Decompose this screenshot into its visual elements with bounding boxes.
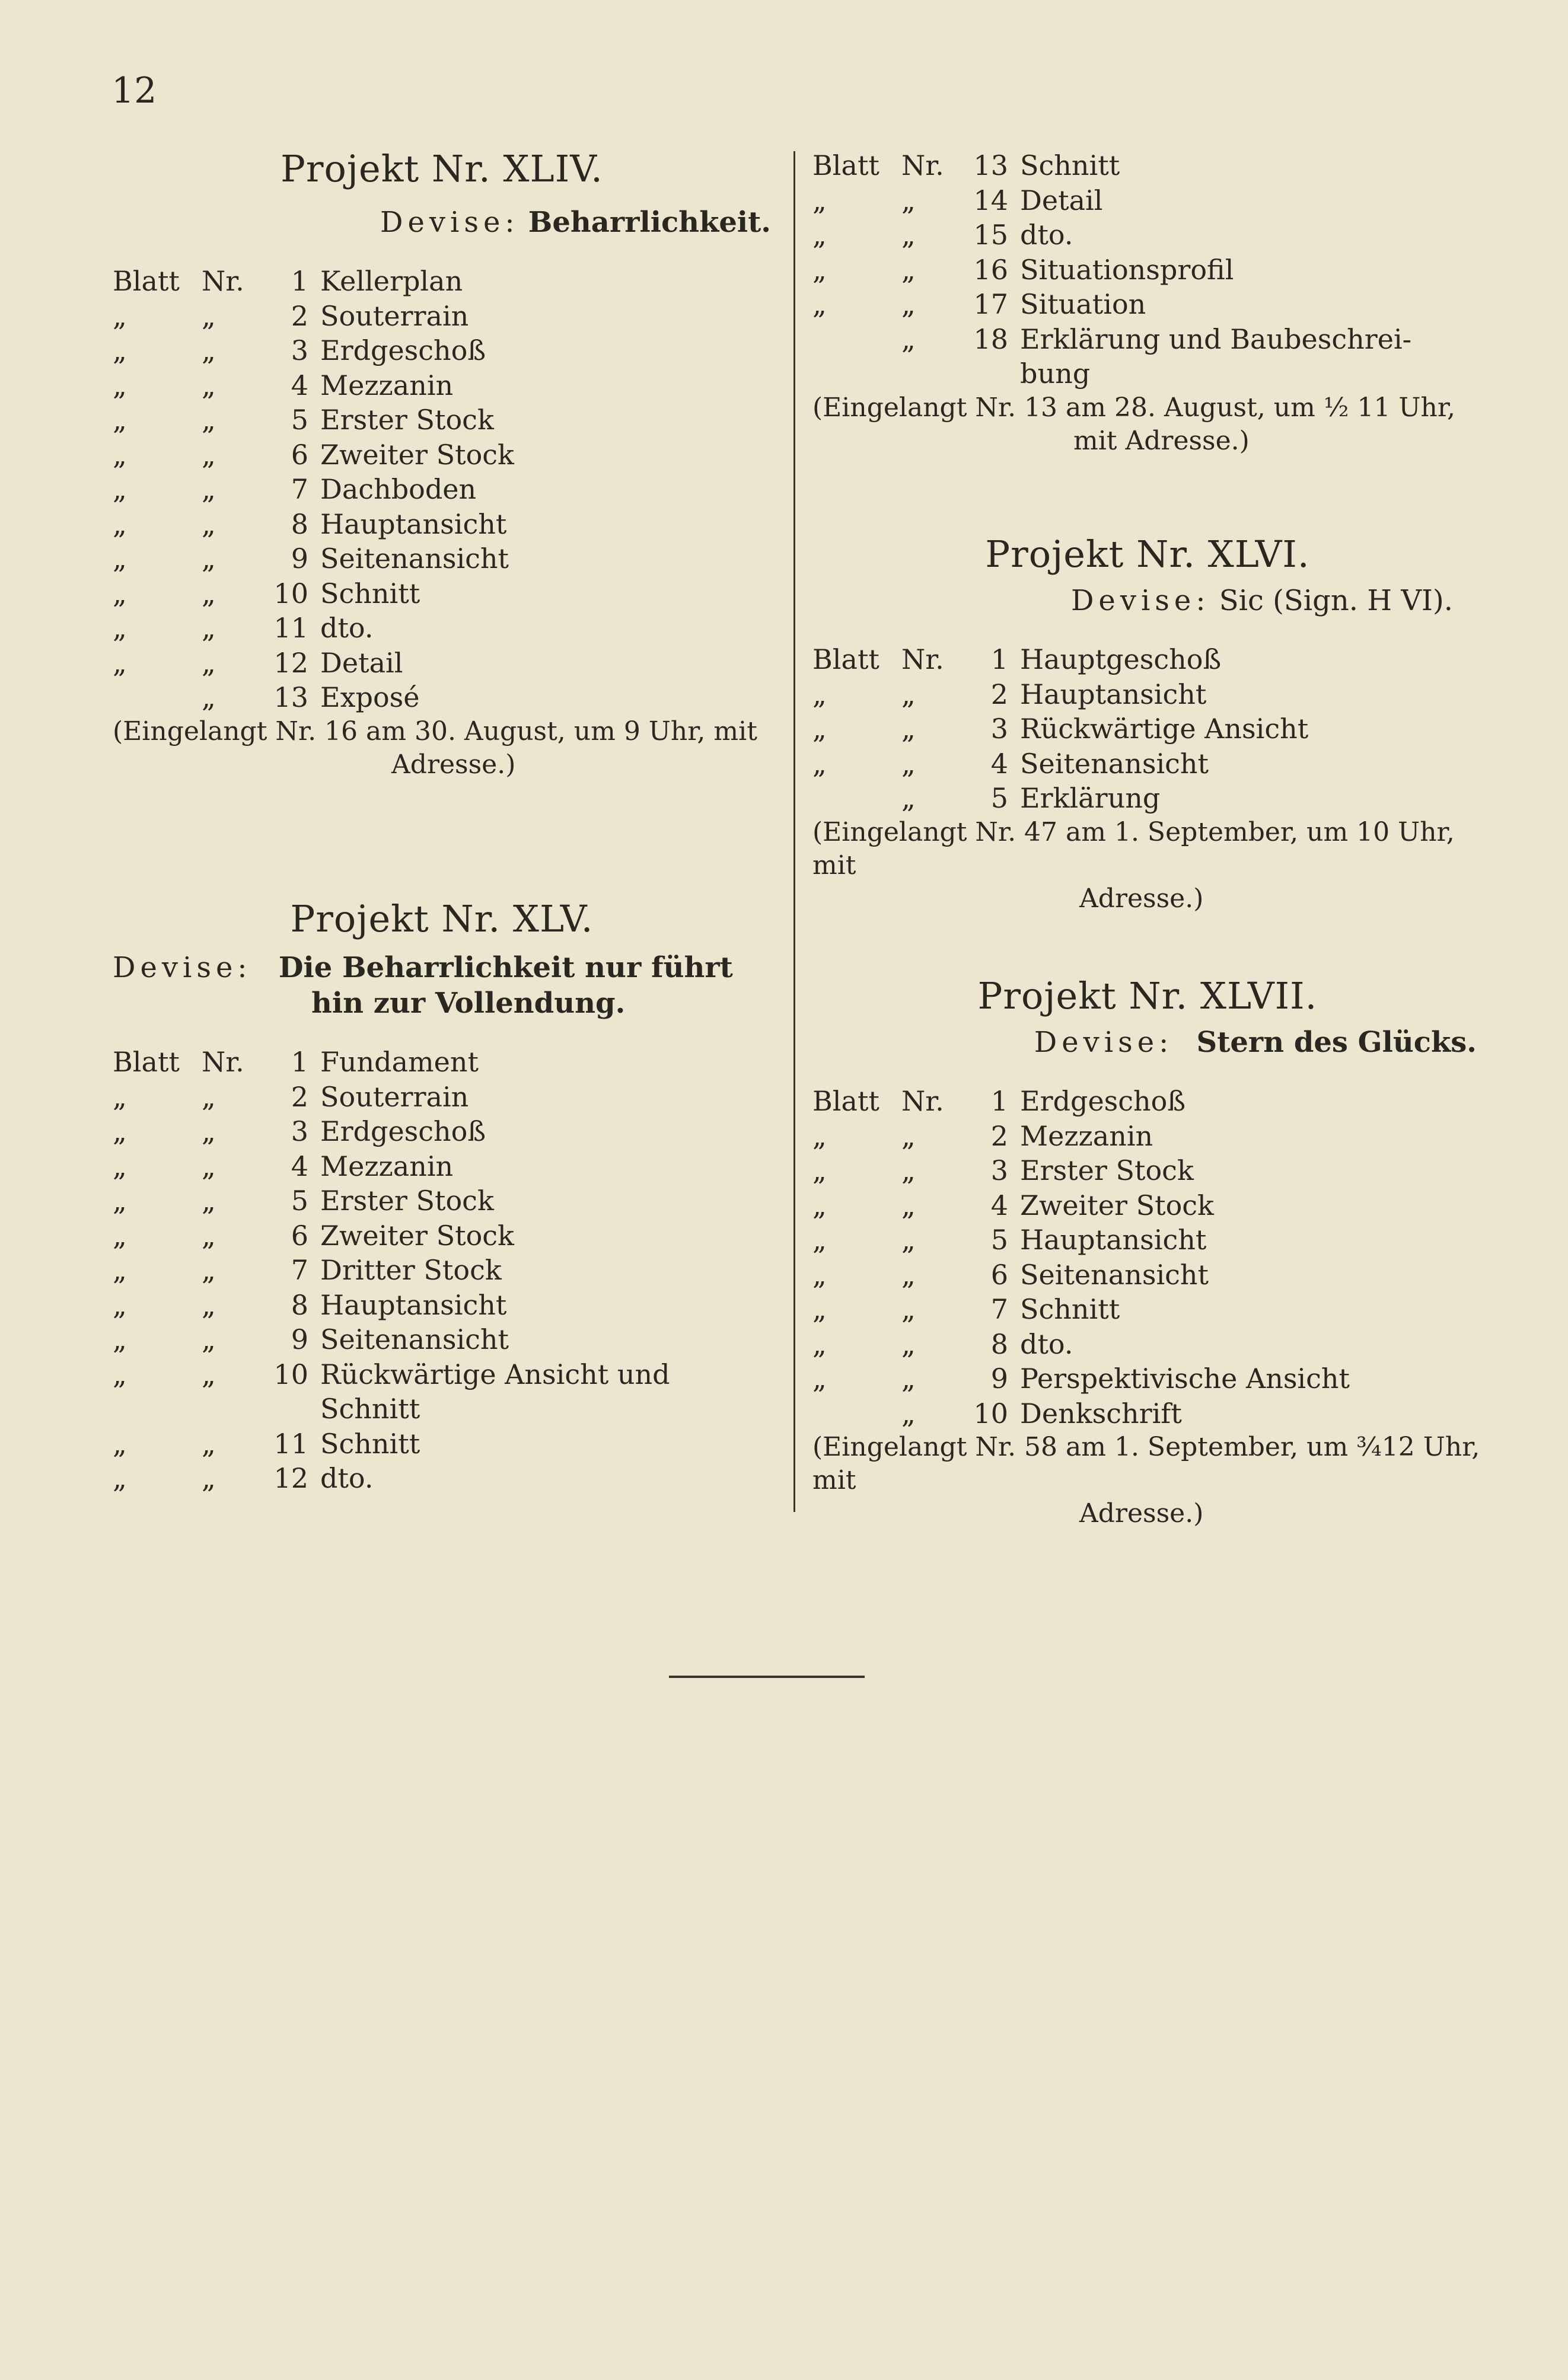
sheet-label: „ [113, 369, 127, 401]
sheet-number: 6 [291, 438, 308, 471]
devise-line [812, 583, 1483, 618]
sheet-number: 3 [291, 334, 308, 366]
sheet-label: „ [113, 1427, 127, 1460]
sheet-label: „ [812, 1189, 827, 1221]
number-label: „ [901, 323, 916, 355]
sheet-number: 1 [990, 643, 1008, 675]
sheet-description: Dachboden [320, 473, 477, 505]
number-label: „ [202, 646, 216, 679]
receipt-note-line2: Adresse.) [1079, 1498, 1204, 1529]
sheet-number: 11 [273, 612, 308, 644]
number-label: „ [202, 1462, 216, 1494]
sheet-description: Perspektivische Ansicht [1020, 1363, 1350, 1395]
number-label: „ [901, 713, 916, 745]
sheet-description: Souterrain [320, 299, 469, 332]
sheet-label: Blatt [113, 265, 180, 297]
number-label [901, 356, 961, 391]
project-xlv [113, 895, 771, 1496]
sheet-description: Schnitt [320, 1427, 420, 1460]
sheet-label: „ [113, 438, 127, 471]
sheet-description: Mezzanin [1020, 1119, 1153, 1152]
devise-line [113, 950, 771, 985]
sheet-entry [812, 1396, 1483, 1431]
sheet-label: „ [113, 1358, 127, 1390]
sheet-label [812, 1396, 901, 1431]
sheet-entry [113, 368, 771, 403]
sheet-entry [113, 1183, 771, 1218]
sheet-label: „ [113, 404, 127, 436]
sheet-description: Zweiter Stock [320, 438, 514, 471]
receipt-note [113, 715, 771, 781]
number-label [202, 1392, 261, 1427]
sheet-number: 10 [973, 1397, 1008, 1430]
sheet-entry [812, 746, 1483, 781]
sheet-entry [812, 148, 1483, 183]
number-label: „ [202, 1427, 216, 1460]
sheet-label: „ [812, 1119, 827, 1152]
sheet-label: „ [113, 1150, 127, 1182]
sheet-description: Erklärung [1020, 782, 1161, 814]
sheet-description: Hauptansicht [320, 508, 507, 540]
sheet-description: Schnitt [1020, 149, 1120, 181]
sheet-number [261, 1392, 320, 1427]
number-label: „ [901, 678, 916, 710]
sheet-label [812, 781, 901, 816]
sheet-label: „ [812, 219, 827, 251]
devise-motto-cont [113, 985, 771, 1021]
sheet-label: „ [812, 1328, 827, 1360]
sheet-number: 4 [291, 1150, 308, 1182]
sheet-description: Fundament [320, 1046, 479, 1078]
sheet-entry [113, 333, 771, 368]
sheet-label: „ [113, 1185, 127, 1217]
sheet-number: 1 [291, 1046, 308, 1078]
sheet-list [812, 642, 1483, 816]
sheet-description: Erster Stock [320, 1185, 494, 1217]
sheet-entry [113, 680, 771, 715]
number-label: „ [202, 438, 216, 471]
number-label: „ [202, 612, 216, 644]
project-xliv-continued [812, 148, 1483, 458]
sheet-entry [812, 322, 1483, 357]
sheet-entry [113, 1461, 771, 1496]
number-label: „ [901, 1154, 916, 1186]
devise-label: Devise: [1034, 1026, 1174, 1059]
sheet-list [812, 1084, 1483, 1431]
sheet-entry [113, 472, 771, 507]
sheet-label: Blatt [812, 643, 879, 675]
number-label: „ [202, 1288, 216, 1321]
sheet-number: 9 [291, 1323, 308, 1355]
sheet-number: 8 [291, 1288, 308, 1321]
sheet-number: 8 [291, 508, 308, 540]
sheet-label: „ [812, 678, 827, 710]
sheet-entry [113, 1322, 771, 1357]
sheet-description: dto. [1020, 1328, 1073, 1360]
sheet-description: Detail [320, 646, 403, 679]
number-label: „ [901, 1189, 916, 1221]
sheet-entry [113, 541, 771, 576]
sheet-number: 11 [273, 1427, 308, 1460]
number-label: „ [901, 1363, 916, 1395]
closing-rule [669, 1676, 865, 1678]
number-label: „ [202, 1115, 216, 1147]
sheet-label: „ [812, 1224, 827, 1256]
project-title: Projekt Nr. XLVI. [985, 532, 1310, 576]
sheet-number: 9 [291, 543, 308, 575]
sheet-description: Seitenansicht [1020, 747, 1209, 780]
number-label: „ [202, 681, 216, 713]
receipt-note-line1: (Eingelangt Nr. 58 am 1. September, um ¾12 Uhr, mit [812, 1432, 1480, 1495]
sheet-label: „ [113, 646, 127, 679]
devise-motto: Sic (Sign. H VI). [1219, 584, 1453, 617]
sheet-number: 5 [990, 1224, 1008, 1256]
sheet-number: 7 [291, 473, 308, 505]
sheet-description: dto. [320, 612, 374, 644]
sheet-description: Seitenansicht [320, 543, 509, 575]
devise-label: Devise: [1070, 584, 1210, 617]
sheet-description: Hauptgeschoß [1020, 643, 1222, 675]
sheet-label: „ [113, 1115, 127, 1147]
sheet-description: Kellerplan [320, 265, 463, 297]
sheet-description: Hauptansicht [1020, 1224, 1207, 1256]
sheet-description: Hauptansicht [1020, 678, 1207, 710]
sheet-entry [113, 299, 771, 334]
sheet-number: 6 [291, 1219, 308, 1252]
sheet-label: „ [113, 1080, 127, 1113]
sheet-number: 2 [291, 1080, 308, 1113]
sheet-label [812, 322, 901, 357]
sheet-description: Situation [1020, 288, 1146, 320]
number-label: „ [901, 253, 916, 286]
sheet-entry [812, 1188, 1483, 1223]
sheet-label: „ [113, 612, 127, 644]
sheet-entry [113, 507, 771, 542]
sheet-number: 6 [990, 1258, 1008, 1291]
sheet-entry [113, 1045, 771, 1080]
sheet-label: „ [113, 473, 127, 505]
number-label: „ [202, 299, 216, 332]
sheet-description: bung [1020, 358, 1091, 390]
sheet-description: Erklärung und Baubeschrei- [1020, 323, 1412, 355]
sheet-description: Mezzanin [320, 369, 454, 401]
sheet-label: „ [812, 1154, 827, 1186]
sheet-entry [812, 1258, 1483, 1293]
number-label: Nr. [901, 149, 944, 181]
sheet-label: „ [812, 1363, 827, 1395]
sheet-number: 7 [291, 1254, 308, 1286]
sheet-label: „ [812, 288, 827, 320]
sheet-description: Zweiter Stock [1020, 1189, 1214, 1221]
project-xlvii [812, 972, 1483, 1530]
sheet-label [812, 356, 901, 391]
page-number: 12 [111, 70, 157, 111]
sheet-number: 13 [273, 681, 308, 713]
sheet-number: 2 [291, 299, 308, 332]
sheet-number: 3 [990, 713, 1008, 745]
sheet-description: Rückwärtige Ansicht und [320, 1358, 670, 1390]
sheet-label: „ [113, 1254, 127, 1286]
sheet-number: 10 [273, 1358, 308, 1390]
sheet-number: 5 [291, 404, 308, 436]
devise-line [812, 1025, 1483, 1060]
sheet-description: Exposé [320, 681, 420, 713]
sheet-entry [812, 253, 1483, 288]
sheet-list [113, 264, 771, 715]
number-label: „ [202, 577, 216, 610]
receipt-note-line2: Adresse.) [1079, 883, 1204, 914]
number-label: „ [202, 1254, 216, 1286]
sheet-number: 7 [990, 1293, 1008, 1325]
sheet-label: „ [113, 1219, 127, 1252]
project-title: Projekt Nr. XLVII. [977, 974, 1318, 1017]
sheet-label: „ [812, 1258, 827, 1291]
sheet-label: „ [812, 747, 827, 780]
sheet-entry [812, 1153, 1483, 1188]
receipt-note [812, 816, 1483, 915]
sheet-description: Detail [1020, 184, 1103, 216]
sheet-label: „ [113, 299, 127, 332]
sheet-label: „ [812, 1293, 827, 1325]
sheet-number: 4 [291, 369, 308, 401]
devise-line [113, 205, 771, 240]
receipt-note-line1: (Eingelangt Nr. 47 am 1. September, um 10 Uhr, mit [812, 816, 1455, 880]
number-label: „ [202, 404, 216, 436]
sheet-description: dto. [1020, 219, 1073, 251]
sheet-label: „ [812, 184, 827, 216]
receipt-note-line1: (Eingelangt Nr. 16 am 30. August, um 9 Uhr, mit [113, 716, 757, 746]
sheet-label: „ [812, 253, 827, 286]
number-label: „ [202, 334, 216, 366]
sheet-number: 4 [990, 1189, 1008, 1221]
sheet-description: Erster Stock [320, 404, 494, 436]
sheet-number: 3 [990, 1154, 1008, 1186]
sheet-description: Schnitt [320, 577, 420, 610]
sheet-label: Blatt [812, 149, 879, 181]
sheet-label [113, 1392, 202, 1427]
sheet-entry [113, 403, 771, 438]
devise-label: Devise: [380, 206, 520, 239]
sheet-entry [113, 438, 771, 473]
project-title: Projekt Nr. XLV. [290, 897, 594, 940]
sheet-entry [812, 287, 1483, 322]
sheet-number [961, 356, 1020, 391]
sheet-entry [113, 646, 771, 681]
sheet-number: 16 [973, 253, 1008, 286]
devise-motto: Stern des Glücks. [1196, 1026, 1477, 1059]
sheet-list [812, 148, 1483, 391]
sheet-description: Zweiter Stock [320, 1219, 514, 1252]
sheet-number: 18 [973, 323, 1008, 355]
number-label: „ [202, 1080, 216, 1113]
sheet-entry [812, 642, 1483, 677]
number-label: „ [901, 747, 916, 780]
sheet-description: Dritter Stock [320, 1254, 502, 1286]
receipt-note-line2: mit Adresse.) [1073, 425, 1250, 456]
sheet-number: 5 [291, 1185, 308, 1217]
sheet-entry [113, 1149, 771, 1184]
number-label: „ [901, 1293, 916, 1325]
devise-motto-line2: hin zur Vollendung. [311, 987, 626, 1020]
sheet-entry [113, 611, 771, 646]
number-label: „ [202, 473, 216, 505]
number-label: „ [901, 288, 916, 320]
sheet-description: Erdgeschoß [1020, 1085, 1186, 1117]
receipt-note [812, 391, 1483, 458]
sheet-label: Blatt [812, 1085, 879, 1117]
sheet-entry [113, 1218, 771, 1253]
sheet-entry [812, 712, 1483, 746]
sheet-number: 9 [990, 1363, 1008, 1395]
sheet-entry [113, 1288, 771, 1323]
sheet-description: Seitenansicht [320, 1323, 509, 1355]
sheet-description: dto. [320, 1462, 374, 1494]
sheet-description: Mezzanin [320, 1150, 454, 1182]
number-label: „ [202, 369, 216, 401]
sheet-list [113, 1045, 771, 1496]
number-label: „ [901, 184, 916, 216]
sheet-entry [113, 1357, 771, 1392]
sheet-label: „ [113, 334, 127, 366]
project-xlvi [812, 531, 1483, 915]
number-label: „ [202, 1219, 216, 1252]
sheet-description: Erdgeschoß [320, 1115, 486, 1147]
sheet-description: Erster Stock [1020, 1154, 1194, 1186]
number-label: „ [901, 782, 916, 814]
sheet-entry [812, 1292, 1483, 1327]
number-label: „ [202, 508, 216, 540]
number-label: Nr. [901, 643, 944, 675]
number-label: Nr. [202, 1046, 244, 1078]
number-label: „ [202, 1150, 216, 1182]
sheet-number: 1 [990, 1085, 1008, 1117]
number-label: Nr. [901, 1085, 944, 1117]
sheet-number: 17 [973, 288, 1008, 320]
sheet-entry [113, 1080, 771, 1115]
sheet-entry [812, 183, 1483, 218]
sheet-label [113, 680, 202, 715]
sheet-number: 12 [273, 646, 308, 679]
sheet-number: 3 [291, 1115, 308, 1147]
number-label: „ [901, 1328, 916, 1360]
sheet-number: 10 [273, 577, 308, 610]
sheet-entry [812, 1119, 1483, 1154]
number-label: „ [901, 1258, 916, 1291]
sheet-number: 8 [990, 1328, 1008, 1360]
number-label: „ [202, 1358, 216, 1390]
receipt-note [812, 1431, 1483, 1530]
sheet-entry [812, 1223, 1483, 1258]
sheet-description: Rückwärtige Ansicht [1020, 713, 1309, 745]
sheet-description: Denkschrift [1020, 1397, 1182, 1430]
project-title: Projekt Nr. XLIV. [281, 147, 603, 190]
number-label: „ [901, 1224, 916, 1256]
number-label: „ [202, 1185, 216, 1217]
receipt-note-line1: (Eingelangt Nr. 13 am 28. August, um ½ 11 Uhr, [812, 392, 1456, 423]
sheet-label: „ [113, 1462, 127, 1494]
sheet-number: 5 [990, 782, 1008, 814]
number-label: „ [901, 1119, 916, 1152]
column-divider [793, 151, 795, 1512]
sheet-entry [812, 1084, 1483, 1119]
sheet-entry [113, 1392, 771, 1427]
sheet-description: Situationsprofil [1020, 253, 1234, 286]
sheet-description: Seitenansicht [1020, 1258, 1209, 1291]
sheet-entry [812, 356, 1483, 391]
sheet-entry [812, 1361, 1483, 1396]
sheet-entry [113, 1427, 771, 1462]
sheet-entry [113, 264, 771, 299]
devise-motto: Beharrlichkeit. [528, 206, 771, 239]
sheet-label: „ [113, 508, 127, 540]
sheet-entry [812, 677, 1483, 712]
sheet-label: „ [812, 713, 827, 745]
sheet-number: 2 [990, 678, 1008, 710]
number-label: „ [901, 1397, 916, 1430]
sheet-number: 15 [973, 219, 1008, 251]
sheet-number: 4 [990, 747, 1008, 780]
sheet-description: Erdgeschoß [320, 334, 486, 366]
devise-motto: Die Beharrlichkeit nur führt [278, 951, 733, 984]
sheet-label: Blatt [113, 1046, 180, 1078]
sheet-number: 2 [990, 1119, 1008, 1152]
sheet-entry [812, 218, 1483, 253]
sheet-entry [812, 1327, 1483, 1362]
number-label: „ [901, 219, 916, 251]
sheet-description: Schnitt [1020, 1293, 1120, 1325]
number-label: Nr. [202, 265, 244, 297]
sheet-number: 13 [973, 149, 1008, 181]
sheet-description: Schnitt [320, 1393, 420, 1425]
project-xliv [113, 145, 771, 781]
sheet-entry [113, 576, 771, 611]
number-label: „ [202, 1323, 216, 1355]
sheet-number: 12 [273, 1462, 308, 1494]
sheet-description: Hauptansicht [320, 1288, 507, 1321]
sheet-description: Souterrain [320, 1080, 469, 1113]
sheet-label: „ [113, 543, 127, 575]
sheet-entry [113, 1114, 771, 1149]
devise-label: Devise: [113, 951, 252, 984]
sheet-number: 1 [291, 265, 308, 297]
sheet-label: „ [113, 1323, 127, 1355]
sheet-label: „ [113, 577, 127, 610]
sheet-entry [113, 1253, 771, 1288]
sheet-entry [812, 781, 1483, 816]
number-label: „ [202, 543, 216, 575]
sheet-label: „ [113, 1288, 127, 1321]
sheet-number: 14 [973, 184, 1008, 216]
receipt-note-line2: Adresse.) [391, 749, 516, 780]
